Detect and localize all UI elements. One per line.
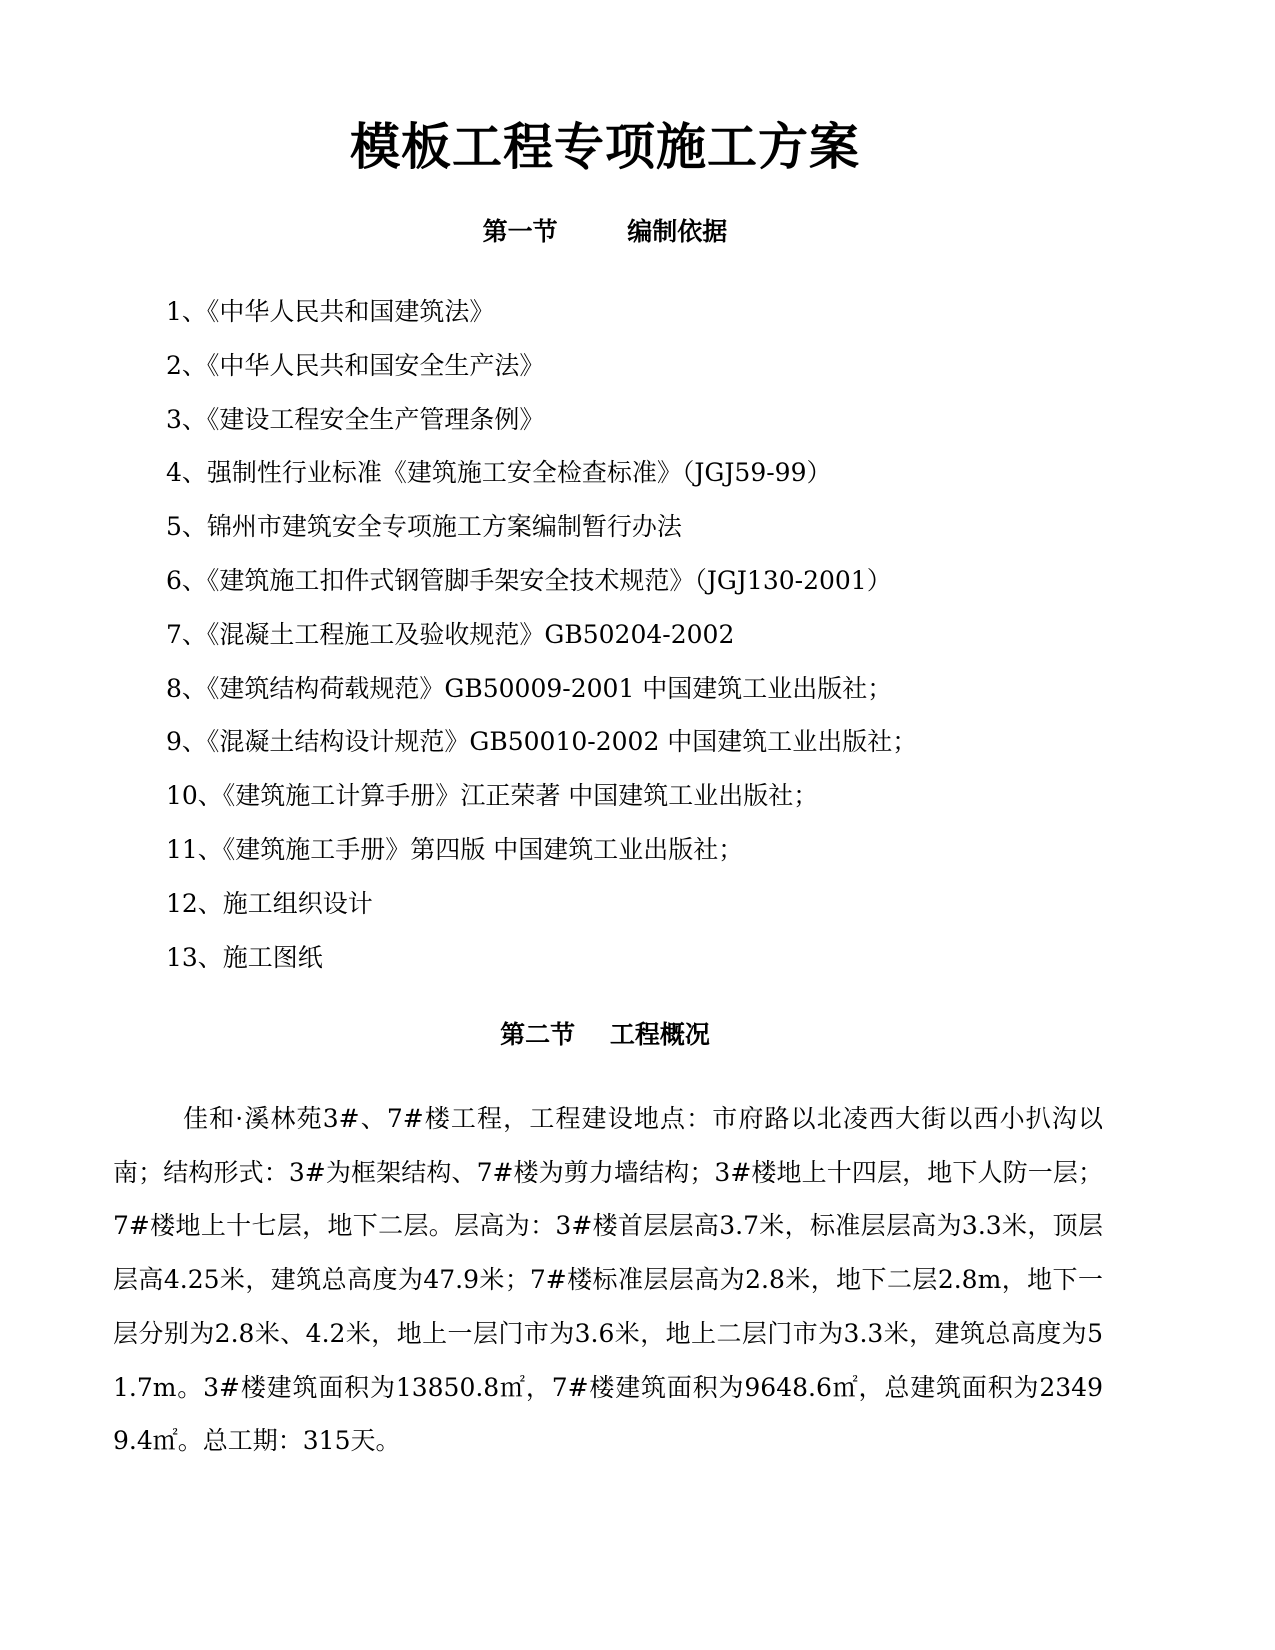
reference-item: 9、《混凝土结构设计规范》GB50010-2002 中国建筑工业出版社；	[166, 727, 918, 757]
reference-item: 6、《建筑施工扣件式钢管脚手架安全技术规范》（JGJ130-2001）	[166, 565, 892, 595]
reference-item: 2、《中华人民共和国安全生产法》	[166, 350, 545, 380]
section-heading-overview: 第二节 工程概况	[500, 1020, 710, 1049]
section-heading-basis: 第一节 编制依据	[482, 217, 728, 246]
reference-list	[166, 290, 1166, 989]
reference-item: 12、施工组织设计	[166, 888, 373, 918]
reference-item: 5、锦州市建筑安全专项施工方案编制暂行办法	[166, 512, 682, 542]
reference-item: 7、《混凝土工程施工及验收规范》GB50204-2002	[166, 619, 735, 649]
reference-item: 13、施工图纸	[166, 942, 323, 972]
reference-item: 11、《建筑施工手册》第四版 中国建筑工业出版社；	[166, 834, 744, 864]
reference-item: 4、强制性行业标准《建筑施工安全检查标准》（JGJ59-99）	[166, 458, 832, 488]
document-title: 模板工程专项施工方案	[350, 118, 860, 176]
reference-item: 3、《建设工程安全生产管理条例》	[166, 404, 545, 434]
reference-item: 8、《建筑结构荷载规范》GB50009-2001 中国建筑工业出版社；	[166, 673, 893, 703]
reference-item: 10、《建筑施工计算手册》江正荣著 中国建筑工业出版社；	[166, 781, 819, 811]
reference-item: 1、《中华人民共和国建筑法》	[166, 297, 495, 326]
project-overview-paragraph: 佳和·溪林苑3#、7#楼工程，工程建设地点：市府路以北凌西大街以西小扒沟以南；结构形式：3#为框架结构、7#楼为剪力墙结构；3#楼地上十四层，地下人防一层；7#楼地上十七层，地下二层。层高为：3#楼首层层高3.7米，标准层层高为3.3米，顶层层高4.25米，建筑总高度为47.9米；7#楼标准层层高为2.8米，地下二层2.8m，地下一层分别为2.8米、4.2米，地上一层门市为3.6米，地上二层门市为3.3米，建筑总高度为51.7m。3#楼建筑面积为13850.8㎡，7#楼建筑面积为9648.6㎡，总建筑面积为23499.4㎡。总工期：315天。	[113, 1104, 1103, 1456]
